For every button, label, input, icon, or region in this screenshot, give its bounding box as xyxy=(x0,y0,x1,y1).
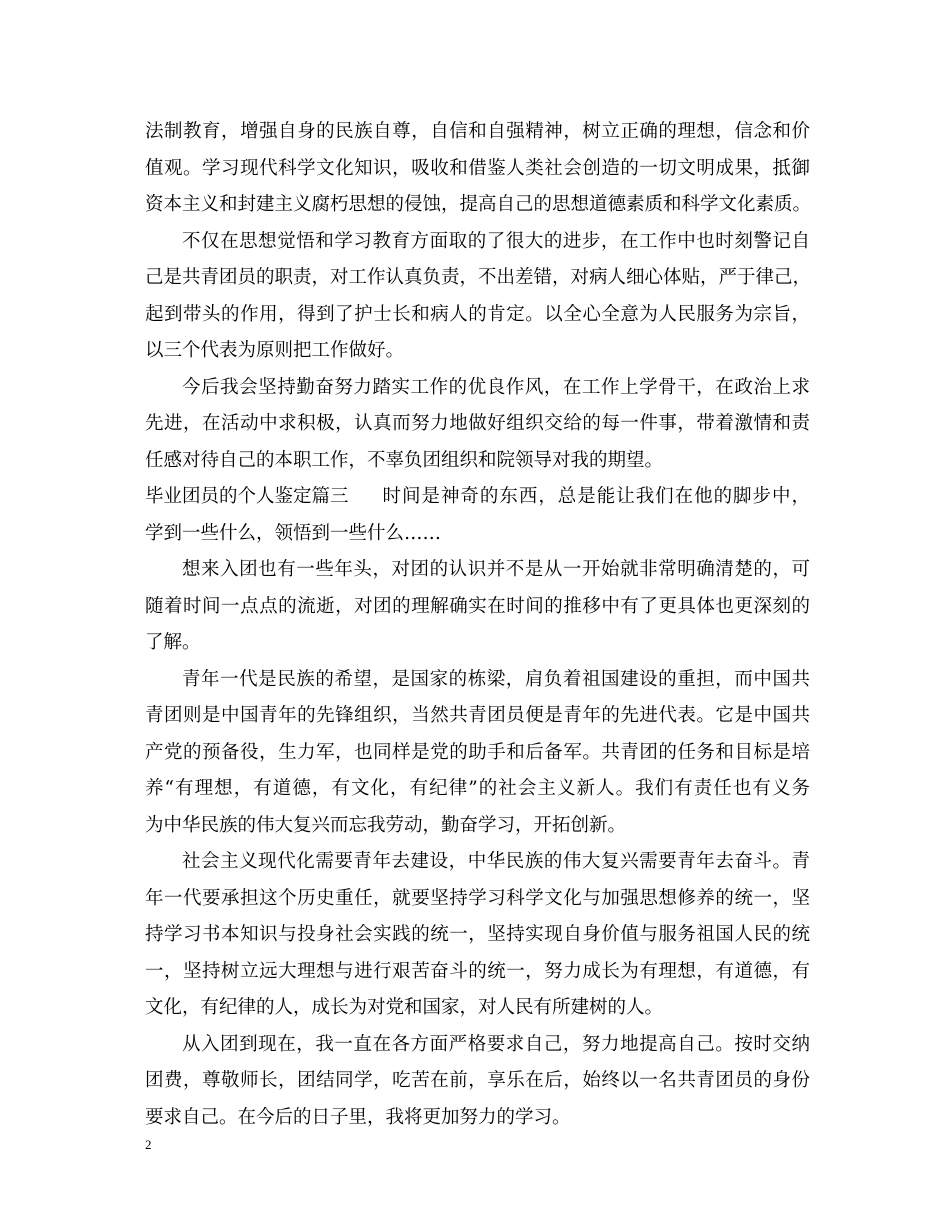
text-line: 学到一些什么，领悟到一些什么…… xyxy=(145,522,442,544)
text-line: 己是共青团员的职责，对工作认真负责，不出差错，对病人细心体贴，严于律己， xyxy=(145,267,812,288)
section-heading: 毕业团员的个人鉴定篇三 xyxy=(145,486,349,507)
text-line: 文化，有纪律的人，成长为对党和国家，对人民有所建树的人。 xyxy=(145,997,664,1018)
text-line: 值观。学习现代科学文化知识，吸收和借鉴人类社会创造的一切文明成果，抵御 xyxy=(145,157,810,179)
document-body xyxy=(145,114,810,1136)
text-line: 为中华民族的伟大复兴而忘我劳动，勤奋学习，开拓创新。 xyxy=(145,814,627,836)
text-line: 年一代要承担这个历史重任，就要坚持学习科学文化与加强思想修养的统一，坚 xyxy=(145,887,810,909)
text-line: 先进，在活动中求积极，认真而努力地做好组织交给的每一件事，带着激情和责 xyxy=(145,413,810,434)
text-line: 时间是神奇的东西，总是能让我们在他的脚步中， xyxy=(382,486,810,507)
text-line: 资本主义和封建主义腐朽思想的侵蚀，提高自己的思想道德素质和科学文化素质。 xyxy=(145,194,812,215)
text-line: 产党的预备役，生力军，也同样是党的助手和后备军。共青团的任务和目标是培 xyxy=(145,741,810,763)
text-line: 持学习书本知识与投身社会实践的统一，坚持实现自身价值与服务祖国人民的统 xyxy=(145,924,810,945)
text-line: 起到带头的作用，得到了护士长和病人的肯定。以全心全意为人民服务为宗旨， xyxy=(145,303,810,325)
paragraph-first-line: 今后我会坚持勤奋努力踏实工作的优良作风，在工作上学骨干，在政治上求 xyxy=(182,376,810,398)
text-line: 随着时间一点点的流逝，对团的理解确实在时间的推移中有了更具体也更深刻的 xyxy=(145,595,810,617)
paragraph-first-line: 不仅在思想觉悟和学习教育方面取的了很大的进步，在工作中也时刻警记自 xyxy=(182,230,810,252)
page-number: 2 xyxy=(145,1137,152,1152)
section-heading-line xyxy=(145,479,810,516)
text-line: 一，坚持树立远大理想与进行艰苦奋斗的统一，努力成长为有理想，有道德，有 xyxy=(145,960,810,982)
paragraph-first-line: 社会主义现代化需要青年去建设，中华民族的伟大复兴需要青年去奋斗。青 xyxy=(182,851,810,872)
text-line: 以三个代表为原则把工作做好。 xyxy=(145,340,405,361)
text-line: 要求自己。在今后的日子里，我将更加努力的学习。 xyxy=(145,1106,571,1128)
text-line: 法制教育，增强自身的民族自尊，自信和自强精神，树立正确的理想，信念和价 xyxy=(145,121,810,142)
text-line: 养“有理想，有道德，有文化，有纪律”的社会主义新人。我们有责任也有义务 xyxy=(145,778,810,799)
text-line: 了解。 xyxy=(145,632,201,653)
text-line: 青团则是中国青年的先锋组织，当然共青团员便是青年的先进代表。它是中国共 xyxy=(145,705,810,726)
text-line: 团费，尊敬师长，团结同学，吃苦在前，享乐在后，始终以一名共青团员的身份 xyxy=(145,1070,810,1091)
paragraph-first-line: 从入团到现在，我一直在各方面严格要求自己，努力地提高自己。按时交纳 xyxy=(182,1033,810,1055)
paragraph-first-line: 想来入团也有一些年头，对团的认识并不是从一开始就非常明确清楚的，可 xyxy=(182,559,810,580)
text-line: 任感对待自己的本职工作，不辜负团组织和院领导对我的期望。 xyxy=(145,449,664,471)
paragraph-first-line: 青年一代是民族的希望，是国家的栋梁，肩负着祖国建设的重担，而中国共 xyxy=(182,668,810,690)
